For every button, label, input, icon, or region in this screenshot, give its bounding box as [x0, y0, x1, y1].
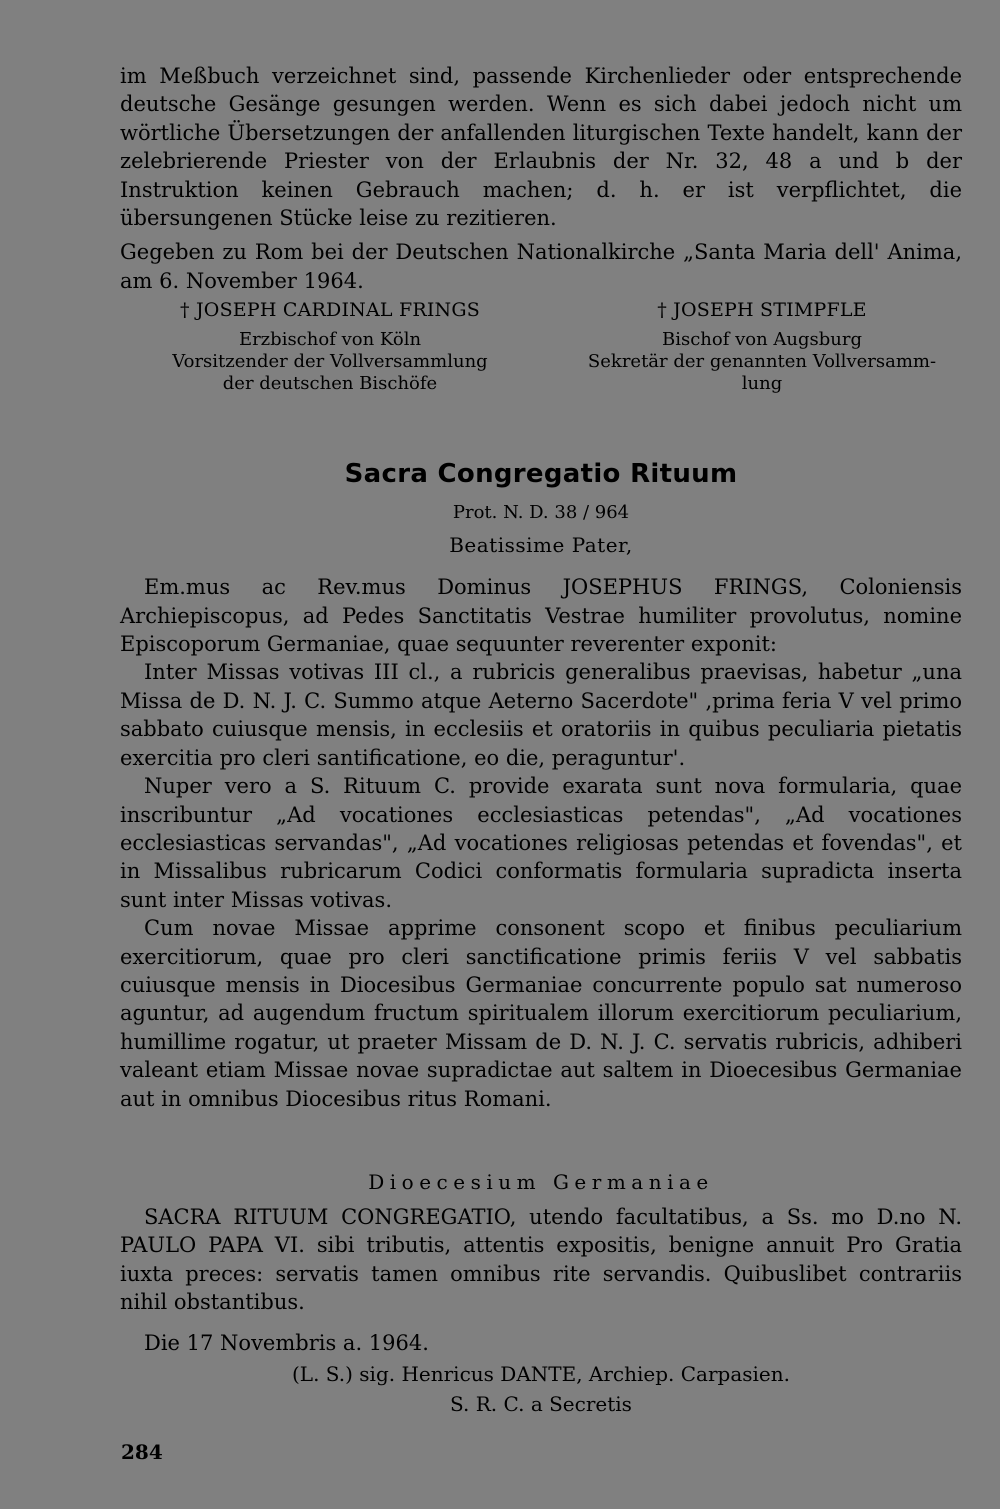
subsection-title: Dioecesium Germaniae [368, 1169, 714, 1194]
latin-paragraph: Cum novae Missae apprime consonent scopo et finibus peculiarium exercitiorum, quae pro cleri sanctificatione primis feriis V vel sabbatis cuiusque mensis in Diocesibus Germaniae concurrente populo sat numeroso aguntur, ad augendum fructum spiritualem illorum exercitiorum peculiarium, humillime rogatur, ut praeter Missam de D. N. J. C. servatis rubricis, adhiberi valeant etiam Missae novae supradictae aut saltem in Dioecesibus Germaniae aut in omnibus Diocesibus ritus Romani. [120, 916, 962, 1111]
signatory-name: † JOSEPH CARDINAL FRINGS [180, 299, 480, 322]
signatory-title: der deutschen Bischöfe [222, 373, 438, 395]
page-number: 284 [121, 1440, 163, 1464]
latin-petition [120, 573, 962, 1113]
signatory-frings [120, 297, 540, 395]
paragraph-german-2: Gegeben zu Rom bei der Deutschen Nationalkirche „Santa Maria dell' Anima, am 6. November 1964. [120, 240, 962, 293]
closing-signature [120, 1359, 962, 1419]
paragraph-german-1: im Meßbuch verzeichnet sind, passende Kirchenlieder oder entsprechende deutsche Gesänge gesungen werden. Wenn es sich dabei jedoch nicht um wörtliche Übersetzungen der anfallenden liturgischen Texte handelt, kann der zelebrierende Priester von der Erlaubnis der Nr. 32, 48 a und b der Instruktion keinen Gebrauch machen; d. h. er ist verpflichtet, die übersungenen Stücke leise zu rezitieren. [120, 64, 962, 231]
signature-line: S. R. C. a Secretis [450, 1392, 632, 1416]
decree-paragraph: SACRA RITUUM CONGREGATIO, utendo facultatibus, a Ss. mo D.no N. PAULO PAPA VI. sibi tributis, attentis expositis, benigne annuit Pro Gratia iuxta preces: servatis tamen omnibus rite servandis. Quibuslibet contrariis nihil obstantibus. [120, 1204, 962, 1315]
latin-paragraph: Em.mus ac Rev.mus Dominus JOSEPHUS FRINGS, Coloniensis Archiepiscopus, ad Pedes Sanctitatis Vestrae humiliter provolutus, nomine Episcoporum Germaniae, quae sequunter reverenter exponit: [120, 575, 962, 657]
section-title: Sacra Congregatio Rituum [344, 459, 738, 490]
signatory-title: Vorsitzender der Vollversammlung [172, 351, 488, 373]
latin-paragraph: Inter Missas votivas III cl., a rubricis generalibus praevisas, habetur „una Missa de D. N. J. C. Summo atque Aeterno Sacerdote" ‚prima feria V vel primo sabbato cuiusque mensis, in ecclesiis et oratoriis in quibus peculiaria pietatis exercitia pro cleri santificatione, eo die, peraguntur'. [120, 660, 962, 770]
signatory-title: Erzbischof von Köln [238, 329, 422, 351]
signatory-stimpfle [562, 297, 962, 395]
decree-date: Die 17 Novembris a. 1964. [144, 1330, 429, 1355]
latin-paragraph: Nuper vero a S. Rituum C. provide exarata sunt nova formularia, quae inscribuntur „Ad vocationes ecclesiasticas petendas", „Ad vocationes ecclesiasticas servandas", „Ad vocationes religiosas petendas et fovendas", et in Missalibus rubricarum Codici conformatis formularia supradicta inserta sunt inter Missas votivas. [120, 774, 962, 912]
salutation: Beatissime Pater, [449, 533, 633, 558]
signature-line: (L. S.) sig. Henricus DANTE, Archiep. Carpasien. [291, 1362, 791, 1386]
signature-block [120, 297, 962, 395]
signatory-title: Bischof von Augsburg [661, 329, 863, 351]
protocol-number: Prot. N. D. 38 / 964 [452, 502, 630, 524]
page-content [120, 62, 962, 1419]
signatory-title: Sekretär der genannten Vollversamm- [587, 351, 937, 373]
signatory-title: lung [741, 373, 783, 395]
signatory-name: † JOSEPH STIMPFLE [657, 299, 867, 322]
